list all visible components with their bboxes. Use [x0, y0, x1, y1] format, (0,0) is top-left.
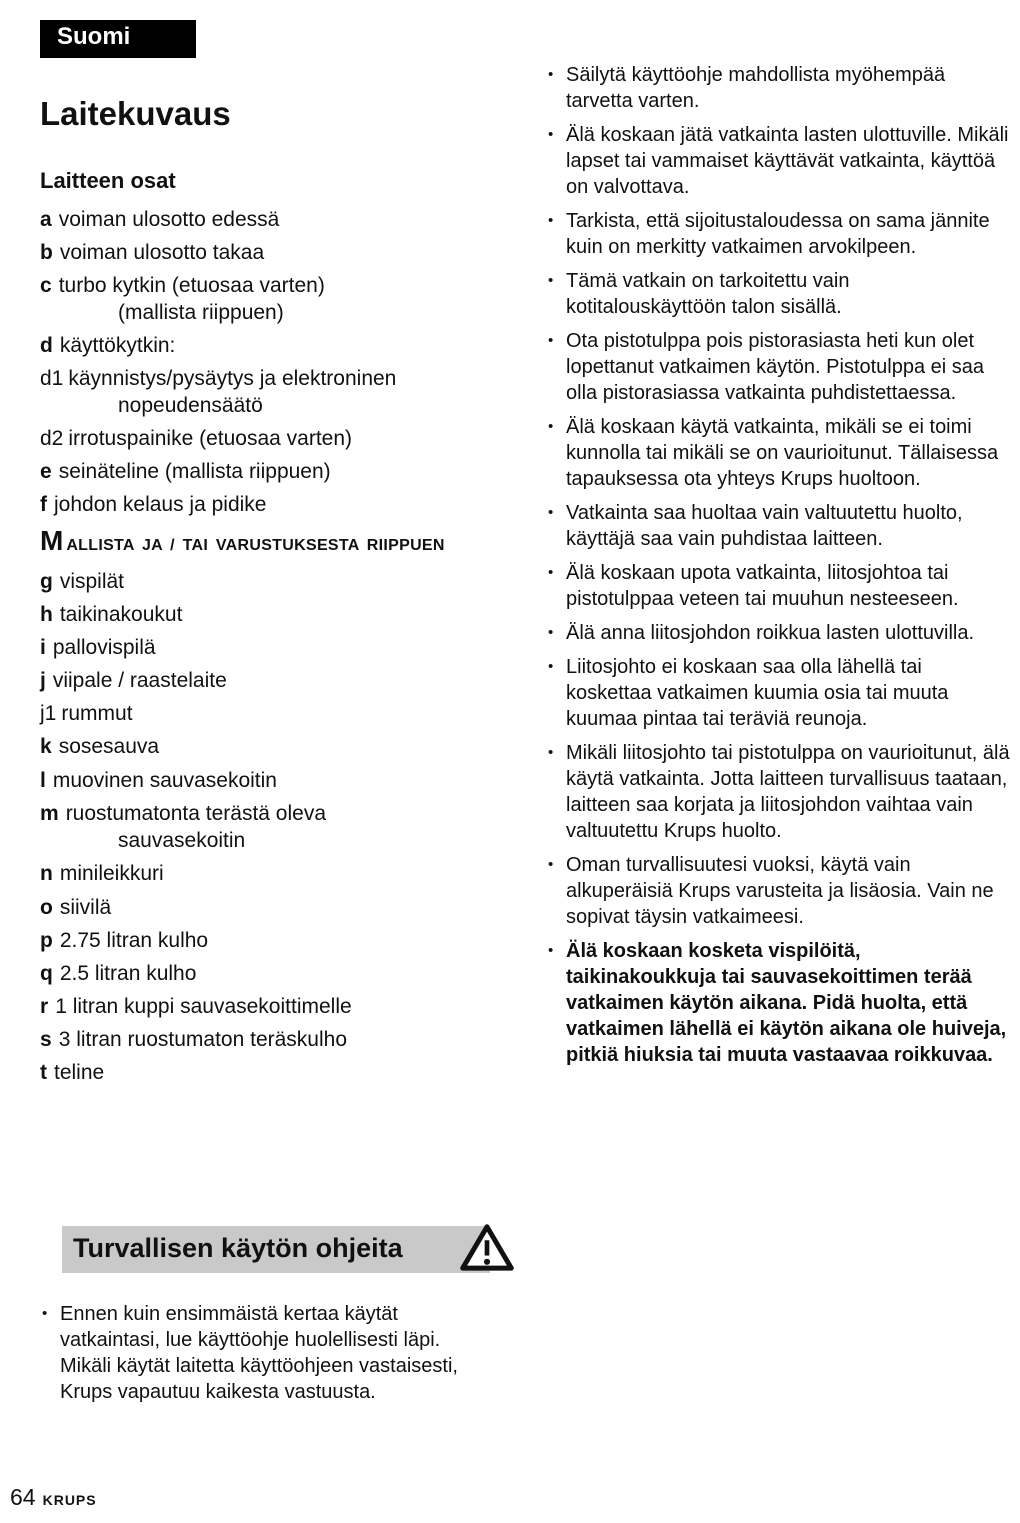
bullet-icon [548, 328, 566, 406]
part-item [40, 667, 510, 694]
list-item-text: Älä koskaan käytä vatkainta, mikäli se ei toimi kunnolla tai mikäli se on vaurioitunut. Tällaisessa tapauksessa ota yhteys Krups huoltoon. [566, 416, 999, 490]
bullet-icon [548, 938, 566, 1068]
part-letter: m [40, 802, 59, 825]
right-column [548, 62, 1010, 1076]
bullet-icon [548, 414, 566, 492]
part-text: voiman ulosotto edessä [58, 208, 280, 231]
bullet-icon [548, 122, 566, 200]
part-item [40, 332, 510, 359]
part-text: käyttökytkin: [59, 334, 176, 357]
bullet-icon [548, 208, 566, 260]
part-item [40, 634, 510, 661]
bullet-icon [548, 740, 566, 844]
list-item [548, 122, 1010, 200]
part-item [40, 1026, 510, 1053]
list-item-text: Tarkista, että sijoitustaloudessa on sama jännite kuin on merkitty vatkaimen arvokilpeen. [566, 210, 990, 258]
list-item-text: Älä koskaan jätä vatkainta lasten ulottuville. Mikäli lapset tai vammaiset käyttävät vatkainta, käyttöä on valvottava. [566, 124, 1009, 198]
list-item [548, 740, 1010, 844]
part-letter: c [40, 274, 52, 297]
warning-triangle-icon [460, 1223, 514, 1278]
list-item-text: Ennen kuin ensimmäistä kertaa käytät vatkaintasi, lue käyttöohje huolellisesti läpi. Mikäli käytät laitetta käyttöohjeen vastaisesti, Krups vapautuu kaikesta vastuusta. [60, 1303, 458, 1403]
parts-list [40, 206, 510, 1086]
part-item [40, 993, 510, 1020]
parts-note-smallcaps [40, 526, 510, 561]
safety-items-list [548, 62, 1010, 1068]
list-item [548, 620, 1010, 646]
part-text: 2.5 litran kulho [59, 962, 197, 985]
language-tab-label: Suomi [57, 23, 131, 50]
part-text: vispilät [59, 570, 125, 593]
part-letter: l [40, 769, 46, 792]
list-item [548, 328, 1010, 406]
list-item [548, 654, 1010, 732]
list-item [548, 560, 1010, 612]
part-letter: n [40, 862, 53, 885]
part-text: turbo kytkin (etuosaa varten) [58, 274, 325, 297]
safety-intro-list [42, 1301, 482, 1405]
part-letter: r [40, 995, 49, 1018]
part-letter: d [40, 334, 53, 357]
part-letter: e [40, 460, 52, 483]
page-title: Laitekuvaus [40, 95, 231, 132]
part-letter: b [40, 241, 53, 264]
safety-section [40, 1226, 515, 1413]
safety-section-header [62, 1226, 490, 1273]
part-text: minileikkuri [59, 862, 164, 885]
page-footer [10, 1484, 97, 1511]
part-item [40, 239, 510, 266]
bullet-icon [548, 560, 566, 612]
bullet-icon [548, 268, 566, 320]
part-letter: j1 [40, 702, 57, 725]
part-item [40, 272, 510, 326]
part-text: taikinakoukut [59, 603, 183, 626]
bullet-icon [548, 500, 566, 552]
part-text: irrotuspainike (etuosaa varten) [68, 427, 353, 450]
language-tab [40, 20, 196, 58]
part-item [40, 206, 510, 233]
part-text: pallovispilä [52, 636, 156, 659]
bullet-icon [548, 62, 566, 114]
part-letter: i [40, 636, 46, 659]
part-item [40, 960, 510, 987]
list-item-text: Vatkainta saa huoltaa vain valtuutettu huolto, käyttäjä saa vain puhdistaa laitteen. [566, 502, 963, 550]
list-item-text: Älä anna liitosjohdon roikkua lasten ulottuvilla. [566, 622, 975, 644]
list-item-text: Ota pistotulppa pois pistorasiasta heti kun olet lopettanut vatkaimen käytön. Pistotulppa ei saa olla pistorasiassa vatkainta puhdistettaessa. [566, 330, 985, 404]
part-item [40, 568, 510, 595]
parts-section-title: Laitteen osat [40, 168, 176, 193]
list-item [548, 500, 1010, 552]
list-item [548, 62, 1010, 114]
list-item [548, 414, 1010, 492]
part-text: 3 litran ruostumaton teräskulho [58, 1028, 348, 1051]
part-letter: j [40, 669, 46, 692]
safety-section-title: Turvallisen käytön ohjeita [73, 1233, 403, 1263]
part-text-continuation: sauvasekoitin [118, 829, 246, 852]
part-item [40, 1059, 510, 1086]
list-item [548, 852, 1010, 930]
part-item [40, 425, 510, 452]
list-item-text: Liitosjohto ei koskaan saa olla lähellä tai koskettaa vatkaimen kuumia osia tai muuta kuumaa pintaa tai teräviä reunoja. [566, 656, 949, 730]
part-item [40, 733, 510, 760]
part-text: viipale / raastelaite [52, 669, 227, 692]
part-text: käynnistys/pysäytys ja elektroninen [68, 367, 397, 390]
bullet-icon [42, 1301, 60, 1405]
part-item [40, 491, 510, 518]
page-number: 64 [10, 1484, 36, 1510]
part-item [40, 601, 510, 628]
list-item [548, 268, 1010, 320]
part-text: johdon kelaus ja pidike [54, 493, 267, 516]
list-item-text: Älä koskaan kosketa vispilöitä, taikinakoukkuja tai sauvasekoittimen terää vatkaimen käytön aikana. Pidä huolta, että vatkaimen lähellä ei käytön aikana ole huiveja, pitkiä hiuksia tai muuta vastaavaa roikkuvaa. [566, 940, 1007, 1066]
part-letter: g [40, 570, 53, 593]
smallcaps-rest: ALLISTA JA / TAI VARUSTUKSESTA RIIPPUEN [66, 537, 445, 554]
part-text: 1 litran kuppi sauvasekoittimelle [55, 995, 352, 1018]
list-item-text: Tämä vatkain on tarkoitettu vain kotitalouskäyttöön talon sisällä. [566, 270, 850, 318]
list-item-text: Älä koskaan upota vatkainta, liitosjohtoa tai pistotulppaa veteen tai muuhun nesteeseen. [566, 562, 959, 610]
part-letter: k [40, 735, 52, 758]
bullet-icon [548, 620, 566, 646]
list-item [548, 208, 1010, 260]
part-letter: t [40, 1061, 47, 1084]
part-text: rummut [61, 702, 133, 725]
part-letter: p [40, 929, 53, 952]
part-item [40, 927, 510, 954]
part-text: seinäteline (mallista riippuen) [58, 460, 331, 483]
part-text: sosesauva [58, 735, 160, 758]
part-text: 2.75 litran kulho [59, 929, 209, 952]
left-column [40, 10, 510, 1092]
part-text-continuation: nopeudensäätö [118, 394, 263, 417]
brand-logo: KRUPS [42, 1492, 97, 1508]
smallcaps-initial: M [40, 525, 64, 556]
part-text-continuation: (mallista riippuen) [118, 301, 284, 324]
list-item-text: Oman turvallisuutesi vuoksi, käytä vain alkuperäisiä Krups varusteita ja lisäosia. Vain ne sopivat täysin vatkaimeesi. [566, 854, 994, 928]
part-letter: d2 [40, 427, 64, 450]
bullet-icon [548, 654, 566, 732]
part-item [40, 365, 510, 419]
part-text: voiman ulosotto takaa [59, 241, 265, 264]
part-letter: h [40, 603, 53, 626]
list-item [42, 1301, 482, 1405]
part-item [40, 800, 510, 854]
part-item [40, 860, 510, 887]
part-item [40, 458, 510, 485]
part-text: ruostumatonta terästä oleva [65, 802, 327, 825]
bullet-icon [548, 852, 566, 930]
part-item [40, 700, 510, 727]
list-item [548, 938, 1010, 1068]
list-item-text: Mikäli liitosjohto tai pistotulppa on vaurioitunut, älä käytä vatkainta. Jotta laitteen turvallisuus taataan, laitteen saa korjata ja liitosjohdon vaihtaa vain valtuutettu Krups huolto. [566, 742, 1010, 842]
part-text: teline [54, 1061, 105, 1084]
part-item [40, 894, 510, 921]
part-letter: o [40, 896, 53, 919]
part-letter: d1 [40, 367, 64, 390]
part-item [40, 767, 510, 794]
part-text: siivilä [59, 896, 112, 919]
part-letter: a [40, 208, 52, 231]
part-letter: f [40, 493, 47, 516]
part-letter: s [40, 1028, 52, 1051]
list-item-text: Säilytä käyttöohje mahdollista myöhempää tarvetta varten. [566, 64, 946, 112]
part-text: muovinen sauvasekoitin [52, 769, 277, 792]
part-letter: q [40, 962, 53, 985]
